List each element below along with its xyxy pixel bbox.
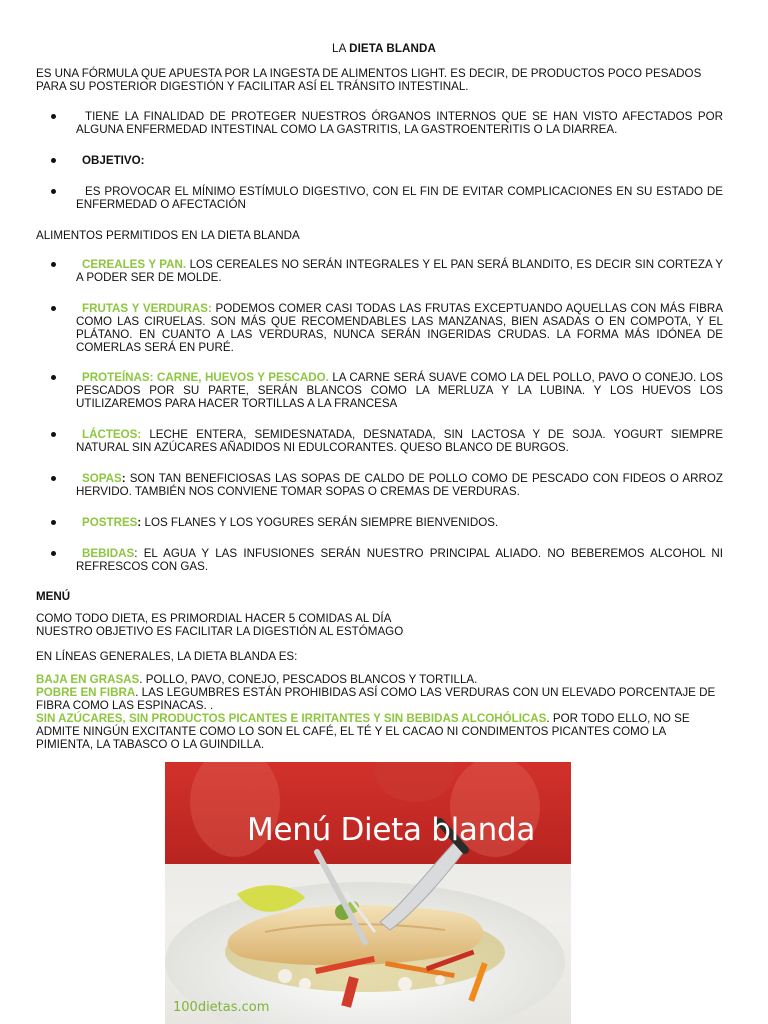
general-text: PIMIENTA, LA TABASCO O LA GUINDILLA. bbox=[36, 738, 265, 751]
general-line-item bbox=[36, 738, 741, 751]
food-text: LECHE ENTERA, SEMIDESNATADA, DESNATADA, SIN LACTOSA Y DE SOJA. YOGURT SIEMPRE NATURAL SIN AZÚCARES AÑADIDOS NI EDULCORANTES. QUESO BLANCO DE BURGOS. bbox=[76, 428, 723, 454]
bullet-text: TIENE LA FINALIDAD DE PROTEGER NUESTROS ÓRGANOS INTERNOS QUE SE HAN VISTO AFECTADOS POR ALGUNA ENFERMEDAD INTESTINAL COMO LA GASTRITIS, LA GASTROENTERITIS O LA DIARREA. bbox=[76, 110, 723, 136]
general-line-item bbox=[36, 699, 741, 712]
menu-heading: MENÚ bbox=[36, 590, 71, 603]
document-title bbox=[0, 42, 768, 55]
photo-title: Menú Dieta blanda bbox=[247, 812, 536, 848]
list-item bbox=[76, 258, 723, 284]
food-label: LÁCTEOS: bbox=[82, 428, 142, 441]
intro-line: PARA SU POSTERIOR DIGESTIÓN Y FACILITAR ASÍ EL TRÁNSITO INTESTINAL. bbox=[36, 80, 469, 93]
general-label: POBRE EN FIBRA bbox=[36, 686, 136, 699]
food-label: POSTRES bbox=[82, 516, 138, 529]
menu-line: NUESTRO OBJETIVO ES FACILITAR LA DIGESTIÓN AL ESTÓMAGO bbox=[36, 625, 404, 638]
menu-photo bbox=[165, 762, 571, 1024]
general-label: BAJA EN GRASAS bbox=[36, 673, 140, 686]
list-item bbox=[76, 302, 723, 354]
dish-illustration bbox=[165, 762, 571, 1024]
food-label: PROTEÍNAS: CARNE, HUEVOS Y PESCADO. bbox=[82, 371, 329, 384]
list-item bbox=[76, 371, 723, 410]
food-colon: : bbox=[137, 516, 142, 529]
general-line-item bbox=[36, 725, 741, 738]
food-text: LOS FLANES Y LOS YOGURES SERÁN SIEMPRE BIENVENIDOS. bbox=[141, 516, 499, 529]
menu-paragraph bbox=[36, 612, 736, 638]
allowed-heading: ALIMENTOS PERMITIDOS EN LA DIETA BLANDA bbox=[36, 229, 300, 242]
general-text: . POLLO, PAVO, CONEJO, PESCADOS BLANCOS Y TORTILLA. bbox=[139, 673, 478, 686]
list-item bbox=[76, 154, 723, 167]
food-label: FRUTAS Y VERDURAS: bbox=[82, 302, 212, 315]
list-item bbox=[76, 185, 723, 211]
list-item bbox=[76, 472, 723, 498]
food-text: LOS CEREALES NO SERÁN INTEGRALES Y EL PAN SERÁ BLANDITO, ES DECIR SIN CORTEZA Y A PODER SER DE MOLDE. bbox=[76, 258, 723, 284]
food-text: LA CARNE SERÁ SUAVE COMO LA DEL POLLO, PAVO O CONEJO. LOS PESCADOS POR SU PARTE, SERÁN BLANCOS COMO LA MERLUZA Y LA LUBINA. Y LOS HUEVOS LOS UTILIZAREMOS PARA HACER TORTILLAS A LA FRANCESA bbox=[76, 371, 723, 410]
title-prefix: LA bbox=[332, 42, 350, 55]
list-item bbox=[76, 428, 723, 454]
general-text: . POR TODO ELLO, NO SE bbox=[546, 712, 690, 725]
list-item bbox=[76, 547, 723, 573]
food-colon: : bbox=[121, 472, 126, 485]
bullet-text: ES PROVOCAR EL MÍNIMO ESTÍMULO DIGESTIVO, CON EL FIN DE EVITAR COMPLICACIONES EN SU ESTADO DE ENFERMEDAD O AFECTACIÓN bbox=[76, 185, 723, 211]
general-text: . LAS LEGUMBRES ESTÁN PROHIBIDAS ASÍ COMO LAS VERDURAS CON UN ELEVADO PORCENTAJE DE bbox=[135, 686, 716, 699]
food-text: : EL AGUA Y LAS INFUSIONES SERÁN NUESTRO PRINCIPAL ALIADO. NO BEBEREMOS ALCOHOL NI REFRESCOS CON GAS. bbox=[76, 547, 723, 573]
general-line-item bbox=[36, 686, 741, 699]
food-label: SOPAS bbox=[82, 472, 122, 485]
list-item bbox=[76, 110, 723, 136]
general-label: SIN AZÚCARES, SIN PRODUCTOS PICANTES E IRRITANTES Y SIN BEBIDAS ALCOHÓLICAS bbox=[36, 712, 547, 725]
list-item bbox=[76, 516, 723, 529]
food-text: SON TAN BENEFICIOSAS LAS SOPAS DE CALDO DE POLLO COMO DE PESCADO CON FIDEOS O ARROZ HERVIDO. TAMBIÉN NOS CONVIENE TOMAR SOPAS O CREMAS DE VERDURAS. bbox=[76, 472, 723, 498]
general-line-item bbox=[36, 712, 741, 725]
general-line: EN LÍNEAS GENERALES, LA DIETA BLANDA ES: bbox=[36, 650, 298, 663]
intro-line: ES UNA FÓRMULA QUE APUESTA POR LA INGESTA DE ALIMENTOS LIGHT. ES DECIR, DE PRODUCTOS POCO PESADOS bbox=[36, 67, 702, 80]
general-line-item bbox=[36, 673, 741, 686]
food-label: BEBIDAS bbox=[82, 547, 135, 560]
food-label: CEREALES Y PAN. bbox=[82, 258, 187, 271]
menu-line: COMO TODO DIETA, ES PRIMORDIAL HACER 5 COMIDAS AL DÍA bbox=[36, 612, 392, 625]
general-text: ADMITE NINGÚN EXCITANTE COMO LO SON EL CAFÉ, EL TÉ Y EL CACAO NI CONDIMENTOS PICANTES COMO LA bbox=[36, 725, 667, 738]
photo-brand: 100dietas.com bbox=[173, 1000, 270, 1015]
objective-label: OBJETIVO: bbox=[82, 154, 145, 167]
title-bold: DIETA BLANDA bbox=[349, 42, 436, 55]
general-text: FIBRA COMO LAS ESPINACAS. . bbox=[36, 699, 214, 712]
general-paragraph bbox=[36, 673, 741, 751]
intro-paragraph bbox=[36, 67, 736, 93]
food-text: PODEMOS COMER CASI TODAS LAS FRUTAS EXCEPTUANDO AQUELLAS CON MÁS FIBRA COMO LAS CIRUELAS. SON MÁS QUE RECOMENDABLES LAS MANZANAS, BIEN ASADAS O EN COMPOTA, Y EL PLÁTANO. EN CUANTO A LAS VERDURAS, NUNCA SERÁN INGERIDAS CRUDAS. LA FORMA MÁS IDÓNEA DE COMERLAS SERÁ EN PURÉ. bbox=[76, 302, 723, 354]
